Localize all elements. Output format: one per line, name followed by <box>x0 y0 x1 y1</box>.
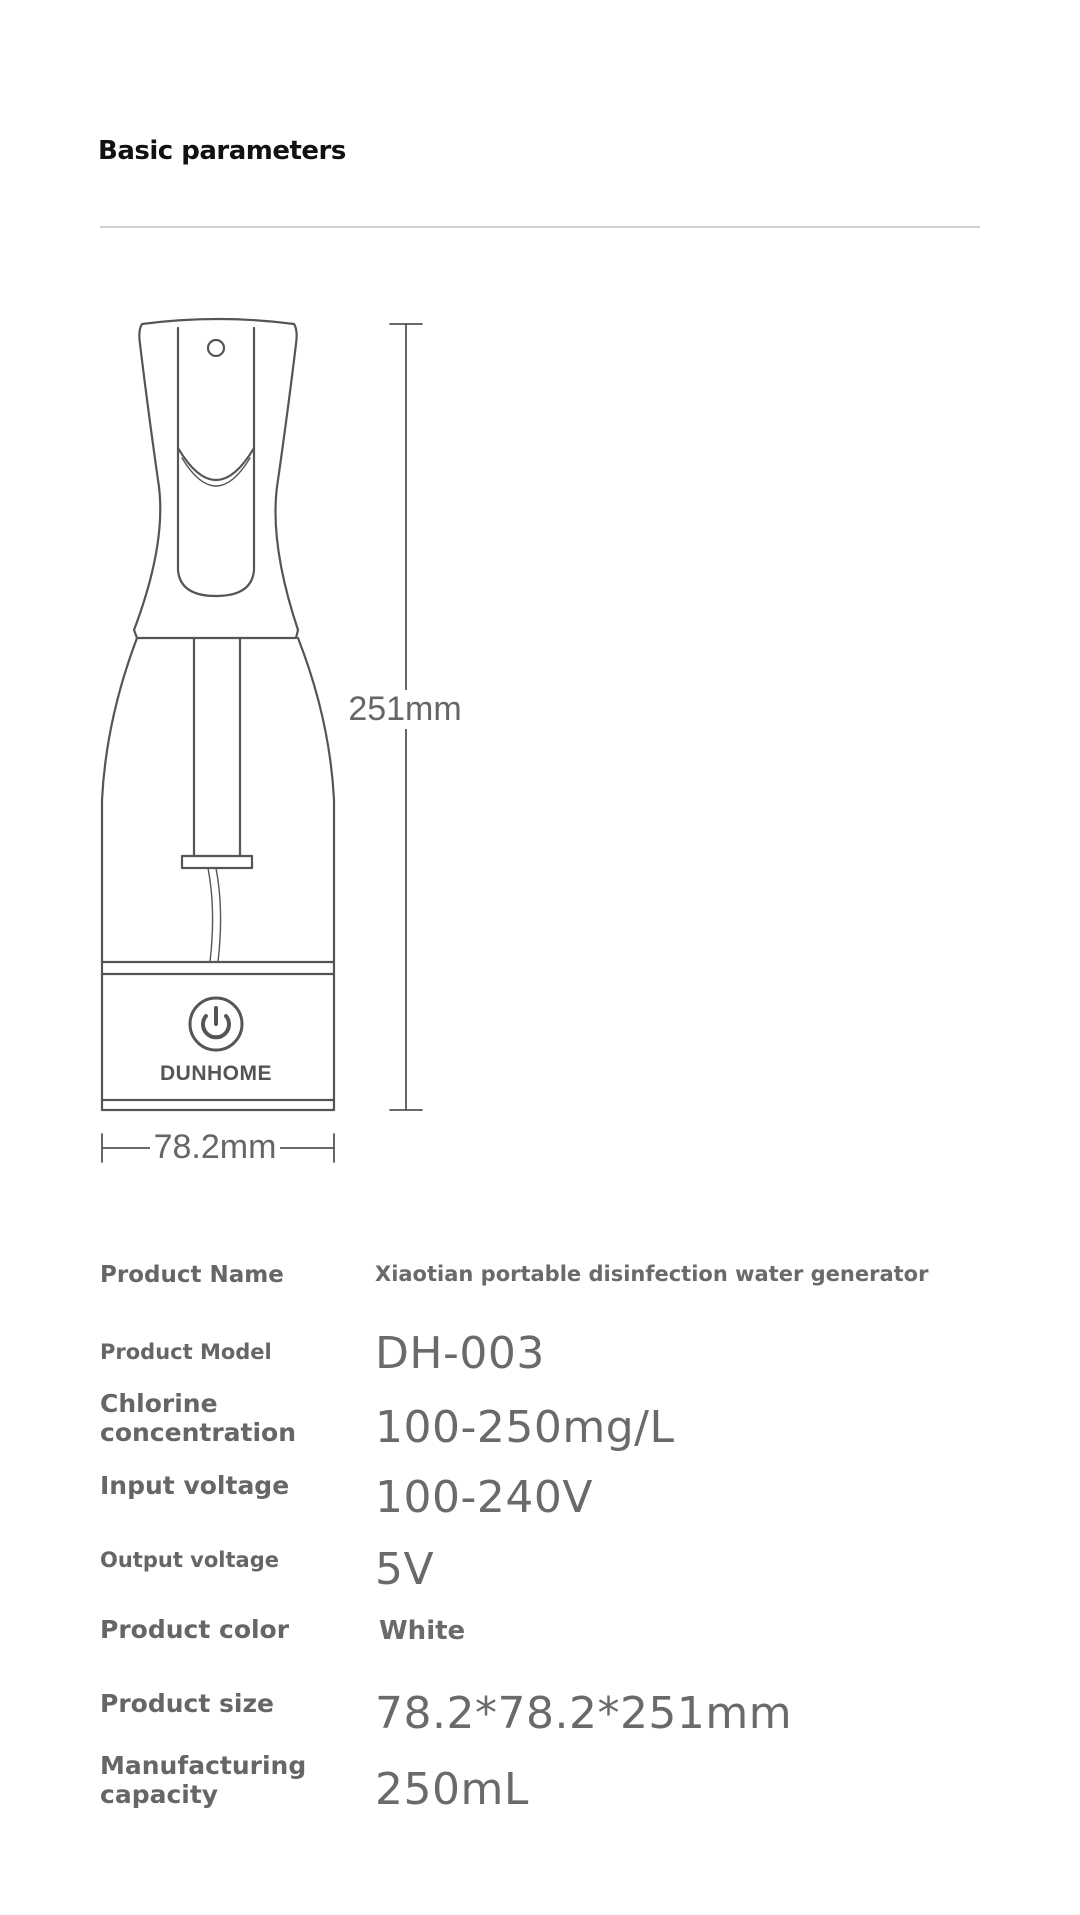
nozzle-hole <box>208 340 224 356</box>
bottle-head-outline <box>134 319 298 638</box>
spec-label: Input voltage <box>100 1471 290 1500</box>
spec-value: 100-240V <box>375 1472 593 1523</box>
spec-label: Output voltage <box>100 1548 279 1572</box>
section-divider <box>100 226 980 228</box>
brand-logo: DUNHOME <box>160 1062 272 1085</box>
spec-value: Xiaotian portable disinfection water generator <box>375 1262 929 1286</box>
bottle-body <box>102 638 334 962</box>
section-title: Basic parameters <box>98 136 346 166</box>
spec-label: Product Model <box>100 1340 272 1364</box>
inner-tube <box>194 638 240 856</box>
spec-value: 78.2*78.2*251mm <box>375 1688 793 1739</box>
tube-cap <box>182 856 252 868</box>
spec-value: 100-250mg/L <box>375 1402 675 1453</box>
product-drawing <box>90 300 490 1180</box>
width-dimension-label: 78.2mm <box>150 1128 280 1167</box>
spec-value: 250mL <box>375 1764 529 1815</box>
spec-value: White <box>379 1616 466 1646</box>
spec-label: Chlorine concentration <box>100 1389 297 1447</box>
bottle-handle <box>178 328 254 596</box>
spec-value: 5V <box>375 1544 435 1595</box>
height-dimension-label: 251mm <box>340 690 470 729</box>
power-icon <box>190 998 242 1050</box>
spec-value: DH-003 <box>375 1328 545 1379</box>
bottle-handle-curve <box>178 448 254 480</box>
spec-label: Manufacturing capacity <box>100 1751 307 1809</box>
spec-label: Product size <box>100 1689 274 1718</box>
spec-label: Product Name <box>100 1262 284 1288</box>
spec-label: Product color <box>100 1615 290 1644</box>
